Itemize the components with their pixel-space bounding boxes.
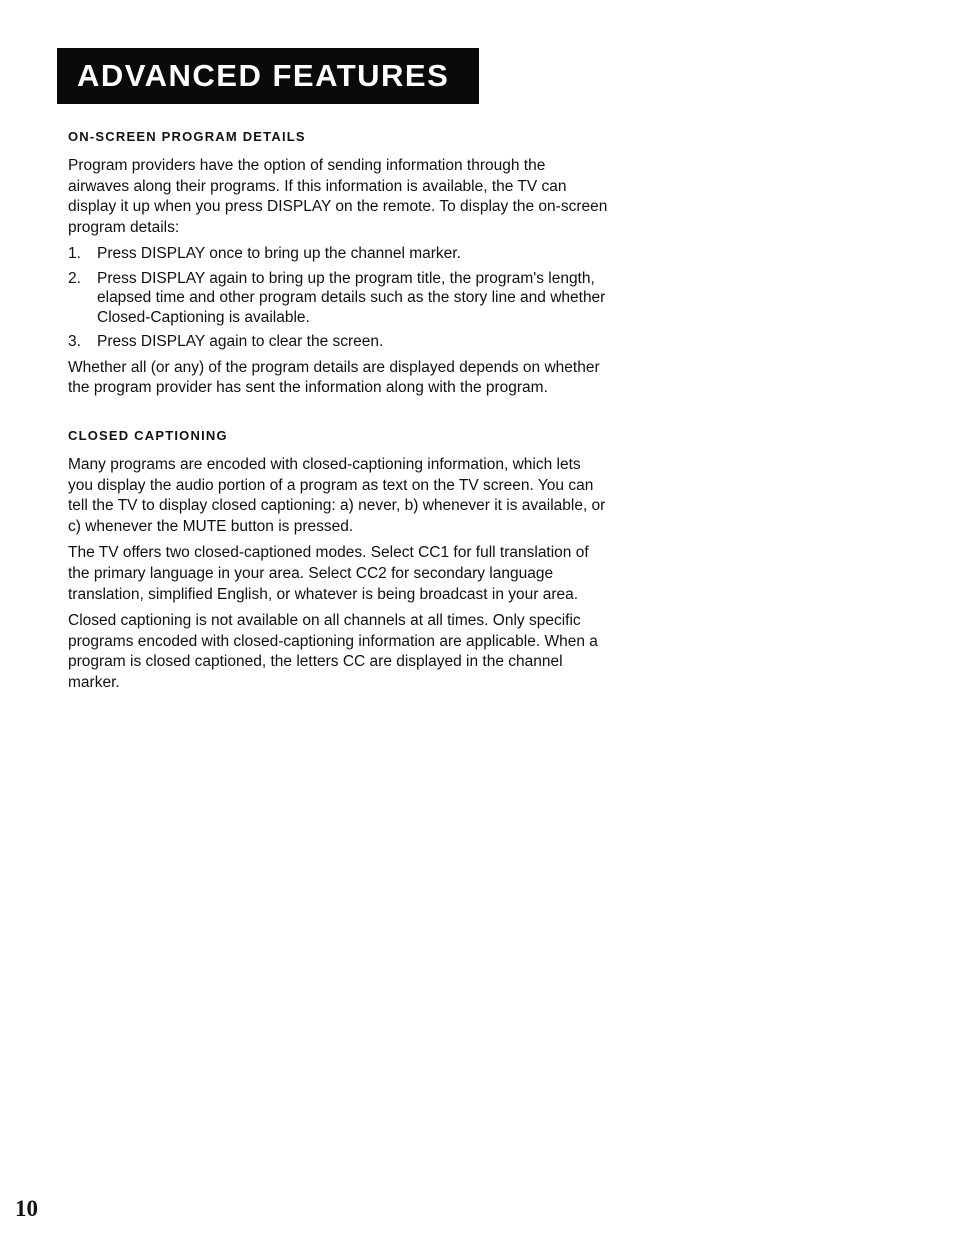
step-text: Press DISPLAY again to bring up the program title, the program's length, elapsed time and other program details such as the story line and whether Closed-Captioning is available.	[97, 269, 606, 326]
step-number: 1.	[68, 245, 81, 263]
closed-captioning-paragraph: Many programs are encoded with closed-captioning information, which lets you display the audio portion of a program as text on the TV screen. You can tell the TV to display closed captioning: a) never, b) whenever it is available, or c) whenever the MUTE button is pressed.	[68, 456, 606, 535]
step-item	[68, 244, 608, 264]
closed-captioning-heading: CLOSED CAPTIONING	[68, 428, 228, 444]
page-content	[68, 128, 608, 700]
step-number: 2.	[68, 269, 81, 287]
step-text: Press DISPLAY again to clear the screen.	[97, 333, 384, 351]
section-banner	[57, 48, 479, 104]
display-steps-list	[68, 244, 608, 352]
banner-title: ADVANCED FEATURES	[77, 58, 450, 93]
program-details-intro: Program providers have the option of sending information through the airwaves along their programs. If this information is available, the TV can display it up when you press DISPLAY on the remote. To display the on-screen program details:	[68, 157, 608, 236]
step-item	[68, 332, 608, 352]
page-number: 10	[15, 1196, 38, 1221]
on-screen-program-details-heading: ON-SCREEN PROGRAM DETAILS	[68, 129, 306, 144]
step-number: 3.	[68, 333, 81, 351]
program-details-outro: Whether all (or any) of the program details are displayed depends on whether the program provider has sent the information along with the program.	[68, 358, 600, 397]
step-item	[68, 269, 608, 328]
step-text: Press DISPLAY once to bring up the channel marker.	[97, 245, 461, 263]
closed-captioning-paragraph: The TV offers two closed-captioned modes. Select CC1 for full translation of the primary language in your area. Select CC2 for secondary language translation, simplified English, or whatever is being broadcast in your area.	[68, 544, 589, 603]
section-spacer	[68, 405, 608, 427]
closed-captioning-paragraph: Closed captioning is not available on all channels at all times. Only specific programs encoded with closed-captioning information are applicable. When a program is closed captioned, the letters CC are displayed in the channel marker.	[68, 612, 598, 691]
